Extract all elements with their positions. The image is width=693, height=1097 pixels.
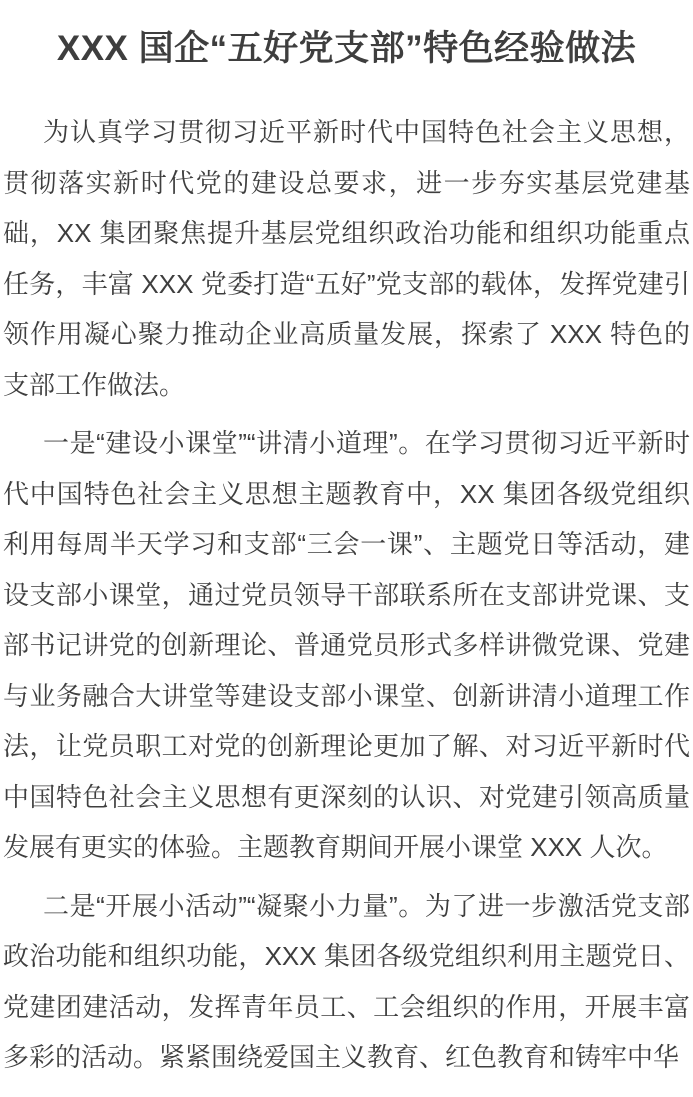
paragraph-intro: 为认真学习贯彻习近平新时代中国特色社会主义思想，贯彻落实新时代党的建设总要求，进一步夯实基层党建基础，XX 集团聚焦提升基层党组织政治功能和组织功能重点任务，丰富 XXX 党委打造“五好”党支部的载体，发挥党建引领作用凝心聚力推动企业高质量发展，探索了 XXX 特色的支部工作做法。 — [3, 117, 690, 400]
paragraph-point-two: 二是“开展小活动”“凝聚小力量”。为了进一步激活党支部政治功能和组织功能，XXX 集团各级党组织利用主题党日、党建团建活动，发挥青年员工、工会组织的作用，开展丰富多彩的活动。紧紧围绕爱国主义教育、红色教育和铸牢中华 — [3, 890, 690, 1072]
paragraph-point-one: 一是“建设小课堂”“讲清小道理”。在学习贯彻习近平新时代中国特色社会主义思想主题教育中，XX 集团各级党组织利用每周半天学习和支部“三会一课”、主题党日等活动，建设支部小课堂，通过党员领导干部联系所在支部讲党课、支部书记讲党的创新理论、普通党员形式多样讲微党课、党建与业务融合大讲堂等建设支部小课堂、创新讲清小道理工作法，让党员职工对党的创新理论更加了解、对习近平新时代中国特色社会主义思想有更深刻的认识、对党建引领高质量发展有更实的体验。主题教育期间开展小课堂 XXX 人次。 — [3, 428, 690, 862]
document-title: XXX 国企“五好党支部”特色经验做法 — [56, 29, 637, 68]
